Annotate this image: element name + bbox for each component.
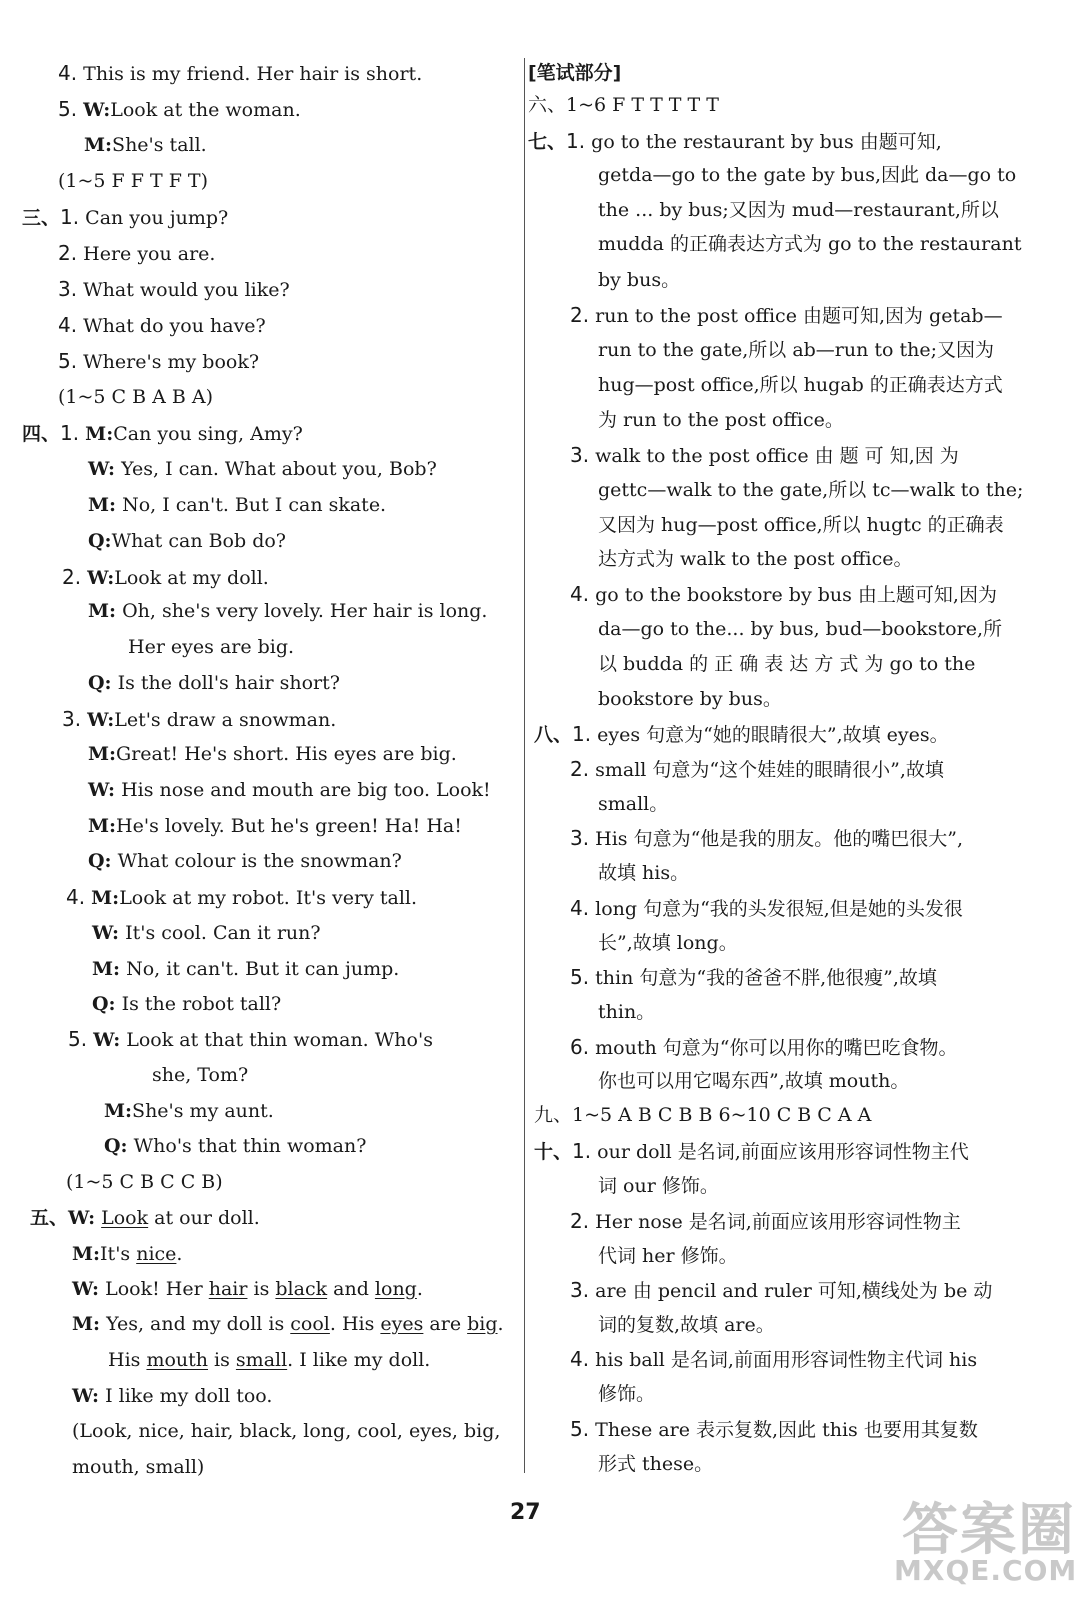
- section-7-item-3: 3. walk to the post office 由 题 可 知,因 为: [570, 443, 959, 467]
- text-line: 故填 his。: [598, 862, 690, 884]
- dialog-question: Q: What colour is the snowman?: [88, 850, 402, 872]
- section-5-line-4: M: Yes, and my doll is cool. His eyes are big.: [72, 1313, 504, 1335]
- section-10-item-1: 十、1. our doll 是名词,前面应该用形容词性物主代: [534, 1139, 969, 1163]
- section-5-line-1: 五、W: Look at our doll.: [30, 1207, 260, 1229]
- column-divider: [524, 58, 525, 1473]
- section-8-item-1: 八、1. eyes 句意为“她的眼睛很大”,故填 eyes。: [534, 722, 949, 746]
- section-4-item-2: 2. W:Look at my doll.: [62, 565, 269, 589]
- watermark-url: MXQE.COM: [894, 1554, 1078, 1587]
- dialog-question: Q: Is the robot tall?: [92, 993, 282, 1015]
- section-8-item-3: 3. His 句意为“他是我的朋友。他的嘴巴很大”,: [570, 826, 964, 850]
- dialog-question: Q:What can Bob do?: [88, 530, 286, 552]
- section-6-answers: 六、1~6 F T T T T T: [528, 94, 719, 116]
- section-5-line-2: M:It's nice.: [72, 1243, 183, 1265]
- dialog-question: Q: Who's that thin woman?: [104, 1135, 367, 1157]
- answer-key: (Look, nice, hair, black, long, cool, eyes, big,: [72, 1420, 501, 1442]
- answer-key-cont: mouth, small): [72, 1456, 205, 1478]
- text-line: run to the gate,所以 ab—run to the;又因为: [598, 339, 995, 361]
- text-line: 又因为 hug—post office,所以 hugtc 的正确表: [598, 514, 1004, 536]
- section-4-item-5: 5. W: Look at that thin woman. Who's: [68, 1027, 433, 1051]
- section-10-item-3: 3. are 由 pencil and ruler 可知,横线处为 be 动: [570, 1278, 993, 1302]
- section-8-item-2: 2. small 句意为“这个娃娃的眼睛很小”,故填: [570, 757, 944, 781]
- text-line: 达方式为 walk to the post office。: [598, 548, 913, 570]
- section-3-item-2: 2. Here you are.: [58, 241, 216, 265]
- section-10-item-5: 5. These are 表示复数,因此 this 也要用其复数: [570, 1417, 978, 1441]
- text-line: the ... by bus;又因为 mud—restaurant,所以: [598, 199, 999, 221]
- text-line: 词 our 修饰。: [598, 1175, 719, 1197]
- watermark-text: 答案圈: [902, 1498, 1076, 1563]
- dialog-line: M: No, I can't. But I can skate.: [88, 494, 387, 516]
- text-line: hug—post office,所以 hugab 的正确表达方式: [598, 374, 1003, 396]
- section-7-item-2: 2. run to the post office 由题可知,因为 getab—: [570, 303, 1003, 327]
- text-line: 你也可以用它喝东西”,故填 mouth。: [598, 1070, 910, 1092]
- dialog-line: M: Oh, she's very lovely. Her hair is long.: [88, 600, 488, 622]
- dialog-line: W: Yes, I can. What about you, Bob?: [88, 458, 437, 480]
- text-line: 为 run to the post office。: [598, 409, 844, 431]
- text-line: gettc—walk to the gate,所以 tc—walk to the;: [598, 479, 1024, 501]
- listen-item-5-reply: M:She's tall.: [84, 134, 207, 156]
- answer-key: (1~5 F F T F T): [58, 170, 209, 192]
- section-4-item-3: 3. W:Let's draw a snowman.: [62, 707, 337, 731]
- dialog-line-cont: she, Tom?: [152, 1064, 249, 1086]
- section-3-item-1: 三、1. Can you jump?: [22, 205, 229, 229]
- section-9-answers: 九、1~5 A B C B B 6~10 C B C A A: [534, 1104, 872, 1126]
- section-7-item-1: 七、1. go to the restaurant by bus 由题可知,: [528, 129, 942, 153]
- page-number: 27: [510, 1500, 541, 1525]
- section-8-item-5: 5. thin 句意为“我的爸爸不胖,他很瘦”,故填: [570, 965, 937, 989]
- section-3-item-3: 3. What would you like?: [58, 277, 290, 301]
- section-4-item-1: 四、1. M:Can you sing, Amy?: [22, 421, 303, 445]
- text-line: by bus。: [598, 269, 681, 291]
- section-10-item-2: 2. Her nose 是名词,前面应该用形容词性物主: [570, 1209, 961, 1233]
- text-line: da—go to the... by bus, bud—bookstore,所: [598, 618, 1002, 640]
- section-3-item-4: 4. What do you have?: [58, 313, 266, 337]
- dialog-line: W: His nose and mouth are big too. Look!: [88, 779, 491, 801]
- text-line: getda—go to the gate by bus,因此 da—go to: [598, 164, 1017, 186]
- dialog-line: W: It's cool. Can it run?: [92, 922, 321, 944]
- section-5-line-5: His mouth is small. I like my doll.: [108, 1349, 431, 1371]
- listen-item-4: 4. This is my friend. Her hair is short.: [58, 61, 423, 85]
- written-section-heading: [笔试部分]: [528, 62, 622, 84]
- dialog-line-cont: Her eyes are big.: [128, 636, 295, 658]
- text-line: 代词 her 修饰。: [598, 1245, 738, 1267]
- section-10-item-4: 4. his ball 是名词,前面用形容词性物主代词 his: [570, 1347, 978, 1371]
- dialog-line: M: No, it can't. But it can jump.: [92, 958, 400, 980]
- dialog-line: M:She's my aunt.: [104, 1100, 274, 1122]
- section-5-line-3: W: Look! Her hair is black and long.: [72, 1278, 423, 1300]
- text-line: 修饰。: [598, 1383, 656, 1405]
- text-line: thin。: [598, 1001, 656, 1023]
- dialog-question: Q: Is the doll's hair short?: [88, 672, 340, 694]
- section-3-item-5: 5. Where's my book?: [58, 349, 260, 373]
- watermark-logo: [880, 1486, 1080, 1596]
- dialog-line: M:He's lovely. But he's green! Ha! Ha!: [88, 815, 462, 837]
- listen-item-5: 5. W:Look at the woman.: [58, 97, 301, 121]
- text-line: 词的复数,故填 are。: [598, 1314, 775, 1336]
- section-7-item-4: 4. go to the bookstore by bus 由上题可知,因为: [570, 582, 997, 606]
- text-line: bookstore by bus。: [598, 688, 782, 710]
- section-4-item-4: 4. M:Look at my robot. It's very tall.: [66, 885, 418, 909]
- answer-key: (1~5 C B A B A): [58, 386, 214, 408]
- section-5-line-6: W: I like my doll too.: [72, 1385, 273, 1407]
- text-line: 形式 these。: [598, 1453, 714, 1475]
- text-line: small。: [598, 793, 669, 815]
- section-8-item-6: 6. mouth 句意为“你可以用你的嘴巴吃食物。: [570, 1035, 958, 1059]
- section-8-item-4: 4. long 句意为“我的头发很短,但是她的头发很: [570, 896, 963, 920]
- answer-key: (1~5 C B C C B): [66, 1171, 223, 1193]
- text-line: 以 budda 的 正 确 表 达 方 式 为 go to the: [598, 653, 976, 675]
- dialog-line: M:Great! He's short. His eyes are big.: [88, 743, 457, 765]
- text-line: 长”,故填 long。: [598, 932, 738, 954]
- text-line: mudda 的正确表达方式为 go to the restaurant: [598, 233, 1022, 255]
